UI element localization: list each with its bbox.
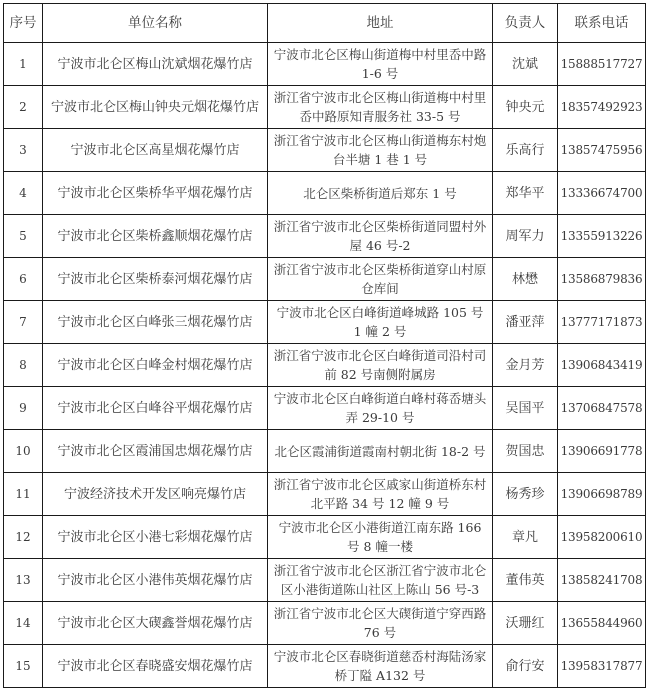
header-person: 负责人 [493, 4, 558, 43]
cell-person: 杨秀珍 [493, 473, 558, 516]
cell-person: 周军力 [493, 215, 558, 258]
cell-address: 浙江省宁波市北仑区浙江省宁波市北仑区小港街道陈山社区上陈山 56 号-3 [268, 559, 493, 602]
cell-no: 8 [4, 344, 43, 387]
header-address: 地址 [268, 4, 493, 43]
table-row [4, 172, 646, 215]
cell-unit-name: 宁波市北仑区小港七彩烟花爆竹店 [43, 516, 268, 559]
cell-unit-name: 宁波市北仑区小港伟英烟花爆竹店 [43, 559, 268, 602]
cell-phone: 13858241708 [558, 559, 646, 602]
cell-address: 宁波市北仑区小港街道江南东路 166 号 8 幢一楼 [268, 516, 493, 559]
cell-unit-name: 宁波市北仑区柴桥鑫顺烟花爆竹店 [43, 215, 268, 258]
cell-phone: 13906843419 [558, 344, 646, 387]
cell-phone: 13958317877 [558, 645, 646, 688]
cell-phone: 13906698789 [558, 473, 646, 516]
table-row [4, 215, 646, 258]
cell-address: 宁波市北仑区白峰街道峰城路 105 号 1 幢 2 号 [268, 301, 493, 344]
cell-no: 14 [4, 602, 43, 645]
cell-address: 浙江省宁波市北仑区柴桥街道穿山村原仓库间 [268, 258, 493, 301]
cell-unit-name: 宁波市北仑区春晓盛安烟花爆竹店 [43, 645, 268, 688]
cell-person: 沈斌 [493, 43, 558, 86]
cell-no: 15 [4, 645, 43, 688]
cell-phone: 13706847578 [558, 387, 646, 430]
table-row [4, 43, 646, 86]
table-row [4, 645, 646, 688]
cell-no: 9 [4, 387, 43, 430]
cell-phone: 13777171873 [558, 301, 646, 344]
cell-unit-name: 宁波市北仑区白峰谷平烟花爆竹店 [43, 387, 268, 430]
cell-address: 浙江省宁波市北仑区梅山街道梅东村炮台半塘 1 巷 1 号 [268, 129, 493, 172]
cell-unit-name: 宁波市北仑区梅山钟央元烟花爆竹店 [43, 86, 268, 129]
table-row [4, 344, 646, 387]
cell-address: 北仑区霞浦街道霞南村朝北街 18-2 号 [268, 430, 493, 473]
header-name: 单位名称 [43, 4, 268, 43]
cell-address: 浙江省宁波市北仑区梅山街道梅中村里岙中路原知青服务社 33-5 号 [268, 86, 493, 129]
cell-unit-name: 宁波市北仑区霞浦国忠烟花爆竹店 [43, 430, 268, 473]
cell-person: 贺国忠 [493, 430, 558, 473]
table-row [4, 559, 646, 602]
cell-person: 郑华平 [493, 172, 558, 215]
cell-unit-name: 宁波市北仑区大碶鑫誉烟花爆竹店 [43, 602, 268, 645]
cell-phone: 13906691778 [558, 430, 646, 473]
cell-no: 4 [4, 172, 43, 215]
cell-no: 3 [4, 129, 43, 172]
cell-no: 1 [4, 43, 43, 86]
cell-unit-name: 宁波市北仑区白峰金村烟花爆竹店 [43, 344, 268, 387]
table-row [4, 258, 646, 301]
cell-unit-name: 宁波市北仑区柴桥泰河烟花爆竹店 [43, 258, 268, 301]
cell-address: 宁波市北仑区白峰街道白峰村蒋岙塘头弄 29-10 号 [268, 387, 493, 430]
cell-phone: 13355913226 [558, 215, 646, 258]
cell-address: 宁波市北仑区春晓街道慈岙村海陆汤家桥丁隘 A132 号 [268, 645, 493, 688]
cell-unit-name: 宁波市北仑区柴桥华平烟花爆竹店 [43, 172, 268, 215]
table-row [4, 387, 646, 430]
table-row [4, 430, 646, 473]
cell-person: 章凡 [493, 516, 558, 559]
cell-no: 2 [4, 86, 43, 129]
header-row [4, 4, 646, 43]
header-no: 序号 [4, 4, 43, 43]
cell-phone: 13586879836 [558, 258, 646, 301]
cell-person: 吴国平 [493, 387, 558, 430]
table-row [4, 602, 646, 645]
cell-person: 金月芳 [493, 344, 558, 387]
cell-address: 北仑区柴桥街道后郑东 1 号 [268, 172, 493, 215]
cell-phone: 13336674700 [558, 172, 646, 215]
cell-no: 6 [4, 258, 43, 301]
cell-phone: 18357492923 [558, 86, 646, 129]
cell-address: 宁波市北仑区梅山街道梅中村里岙中路 1-6 号 [268, 43, 493, 86]
cell-address: 浙江省宁波市北仑区戚家山街道桥东村北平路 34 号 12 幢 9 号 [268, 473, 493, 516]
table-row [4, 129, 646, 172]
cell-person: 沃珊红 [493, 602, 558, 645]
cell-unit-name: 宁波市北仑区梅山沈斌烟花爆竹店 [43, 43, 268, 86]
table-row [4, 86, 646, 129]
cell-unit-name: 宁波经济技术开发区响亮爆竹店 [43, 473, 268, 516]
cell-address: 浙江省宁波市北仑区柴桥街道同盟村外屋 46 号-2 [268, 215, 493, 258]
cell-person: 俞行安 [493, 645, 558, 688]
cell-no: 12 [4, 516, 43, 559]
cell-phone: 13857475956 [558, 129, 646, 172]
cell-address: 浙江省宁波市北仑区大碶街道宁穿西路 76 号 [268, 602, 493, 645]
cell-phone: 13958200610 [558, 516, 646, 559]
cell-phone: 15888517727 [558, 43, 646, 86]
cell-phone: 13655844960 [558, 602, 646, 645]
table-row [4, 301, 646, 344]
cell-unit-name: 宁波市北仑区白峰张三烟花爆竹店 [43, 301, 268, 344]
cell-person: 董伟英 [493, 559, 558, 602]
fireworks-shop-table [3, 3, 646, 688]
cell-person: 乐高行 [493, 129, 558, 172]
table-row [4, 516, 646, 559]
header-phone: 联系电话 [558, 4, 646, 43]
cell-no: 10 [4, 430, 43, 473]
cell-no: 13 [4, 559, 43, 602]
cell-unit-name: 宁波市北仑区高星烟花爆竹店 [43, 129, 268, 172]
table-row [4, 473, 646, 516]
cell-no: 7 [4, 301, 43, 344]
cell-person: 林懋 [493, 258, 558, 301]
cell-no: 11 [4, 473, 43, 516]
cell-person: 钟央元 [493, 86, 558, 129]
cell-no: 5 [4, 215, 43, 258]
cell-person: 潘亚萍 [493, 301, 558, 344]
cell-address: 浙江省宁波市北仑区白峰街道司沿村司前 82 号南侧附属房 [268, 344, 493, 387]
